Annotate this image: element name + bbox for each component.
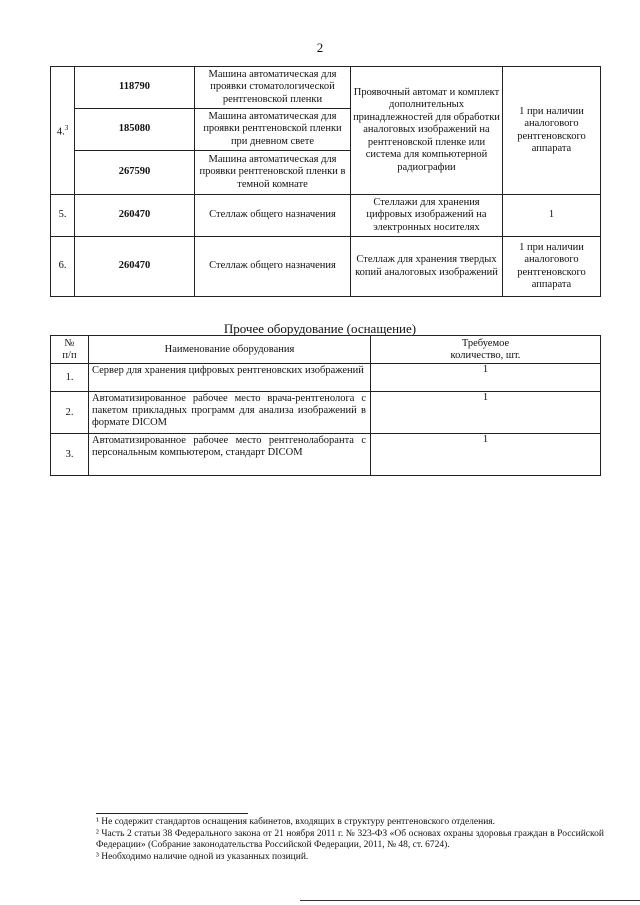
row-number: 4.$^3$ — [51, 67, 75, 195]
table-row — [51, 392, 601, 434]
section-title: Прочее оборудование (оснащение) — [223, 321, 417, 336]
table-row — [51, 195, 601, 237]
row-number: 6. — [51, 237, 75, 297]
row-number: 3. — [51, 434, 89, 476]
name-cell: Машина автоматическая для проявки стоматологической рентгеновской пленки — [195, 67, 351, 109]
quantity-cell: 1 при наличии аналогового рентгеновского аппарата — [503, 237, 601, 297]
name-cell: Стеллаж общего назначения — [195, 237, 351, 297]
row-number: 5. — [51, 195, 75, 237]
footnotes — [96, 817, 604, 863]
description-cell: Стеллаж для хранения твердых копий аналоговых изображений — [351, 237, 503, 297]
quantity-cell: 1 — [371, 434, 601, 476]
equipment-table — [50, 66, 601, 297]
footnote-ref: 3 — [64, 124, 69, 132]
equipment-name: Сервер для хранения цифровых рентгеновских изображений — [89, 364, 371, 392]
equipment-name: Автоматизированное рабочее место рентгенолаборанта с персональным компьютером, стандарт DICOM — [89, 434, 371, 476]
equipment-name: Автоматизированное рабочее место врача-рентгенолога с пакетом прикладных программ для анализа изображений в формате DICOM — [89, 392, 371, 434]
table-header-row — [51, 336, 601, 364]
name-cell: Машина автоматическая для проявки рентгеновской пленки при дневном свете — [195, 109, 351, 151]
name-cell: Машина автоматическая для проявки рентгеновской пленки в темной комнате — [195, 151, 351, 195]
footnote-divider — [96, 813, 248, 814]
code-cell: 118790 — [75, 67, 195, 109]
code-cell: 267590 — [75, 151, 195, 195]
scan-edge-line — [300, 900, 640, 901]
footnote-1: ¹ Не содержит стандартов оснащения кабинетов, входящих в структуру рентгеновского отделения. — [96, 817, 496, 827]
page-number: 2 — [316, 40, 324, 55]
table-row — [51, 237, 601, 297]
quantity-cell: 1 при наличии аналогового рентгеновского аппарата — [503, 67, 601, 195]
code-cell: 260470 — [75, 195, 195, 237]
code-cell: 185080 — [75, 109, 195, 151]
table-row — [51, 364, 601, 392]
quantity-cell: 1 — [371, 392, 601, 434]
description-cell: Стеллажи для хранения цифровых изображений на электронных носителях — [351, 195, 503, 237]
name-cell: Стеллаж общего назначения — [195, 195, 351, 237]
footnote-2: ² Часть 2 статьи 38 Федерального закона от 21 ноября 2011 г. № 323-ФЗ «Об основах охраны здоровья граждан в Российской Федерации» (Собрание законодательства Российской Федерации, 2011, № 48, ст. 6724). — [96, 828, 604, 850]
row-number: 1. — [51, 364, 89, 392]
description-cell: Проявочный автомат и комплект дополнительных принадлежностей для обработки аналоговых изображений на рентгеновской пленке или система для компьютерной радиографии — [351, 67, 503, 195]
code-cell: 260470 — [75, 237, 195, 297]
quantity-cell: 1 — [371, 364, 601, 392]
other-equipment-table — [50, 335, 601, 476]
header-qty: Требуемое количество, шт. — [371, 336, 601, 364]
table-row — [51, 434, 601, 476]
row-number: 2. — [51, 392, 89, 434]
header-num: № п/п — [51, 336, 89, 364]
header-name: Наименование оборудования — [89, 336, 371, 364]
quantity-cell: 1 — [503, 195, 601, 237]
footnote-3: ³ Необходимо наличие одной из указанных позиций. — [96, 851, 309, 862]
table-row — [51, 67, 601, 109]
